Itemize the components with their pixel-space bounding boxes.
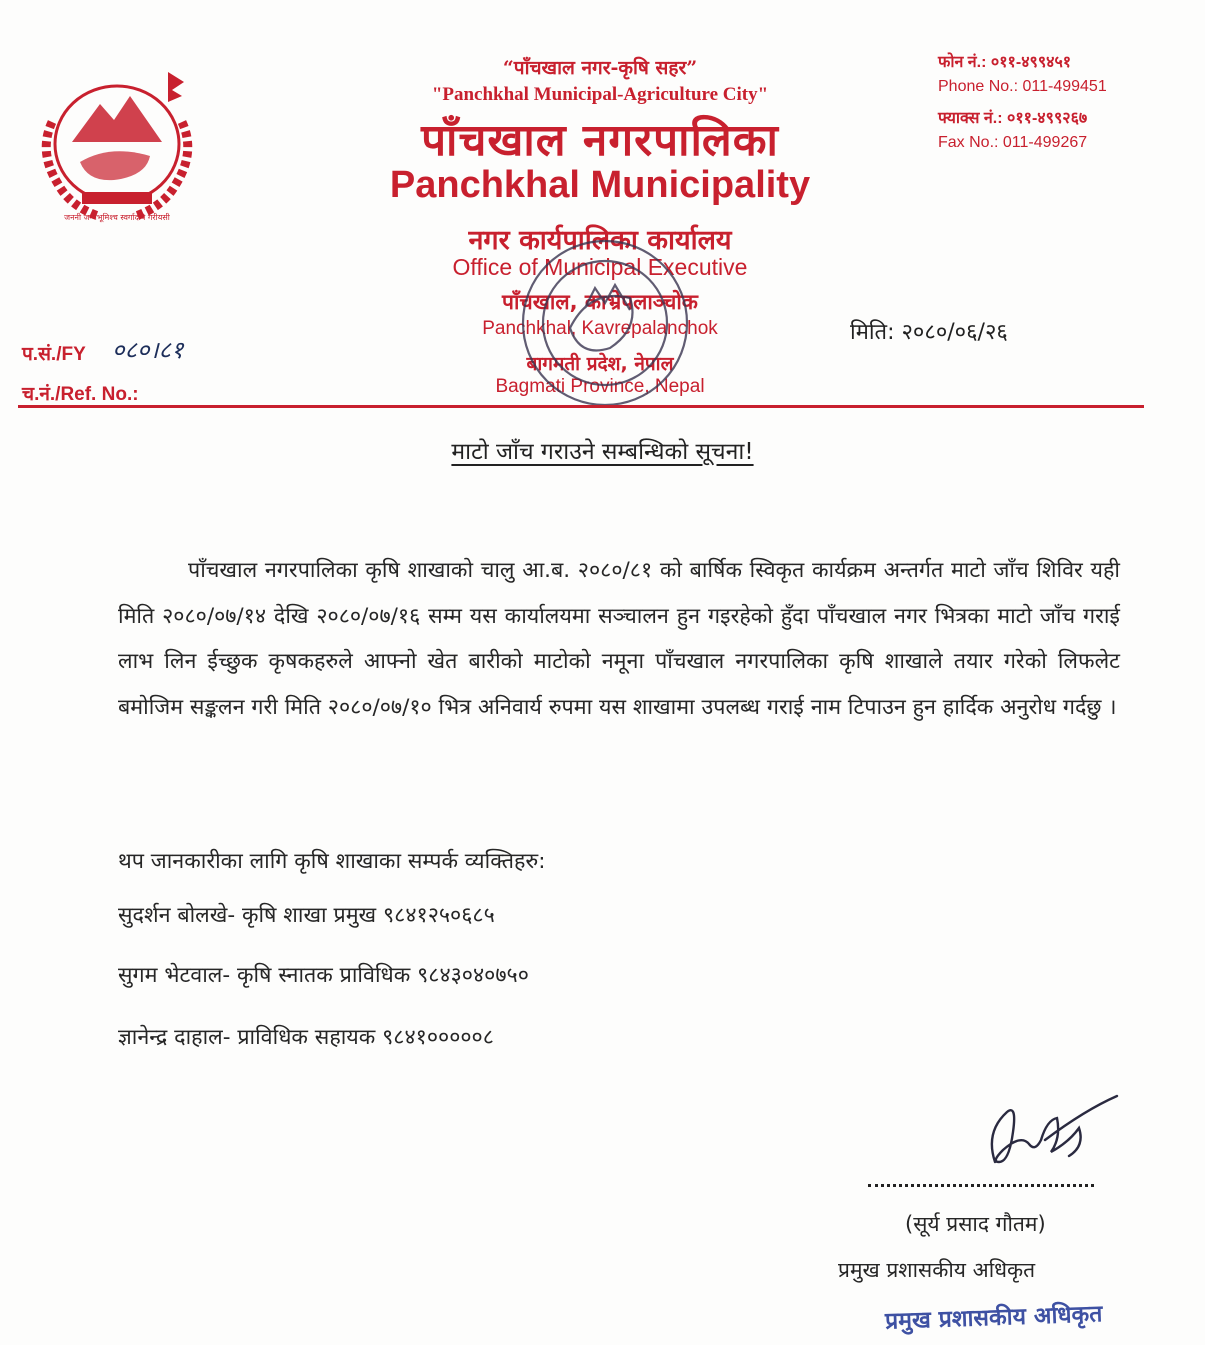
municipality-name-english: Panchkhal Municipality	[389, 164, 811, 206]
province-nepali: बागमती प्रदेश, नेपाल	[526, 353, 674, 375]
office-name-english: Office of Municipal Executive	[452, 254, 748, 280]
fiscal-year-value: ०८०।८१	[112, 336, 184, 364]
location-english: Panchkhal, Kavrepalanchok	[482, 318, 718, 339]
designation-stamp: प्रमुख प्रशासकीय अधिकृत	[884, 1301, 1103, 1335]
phone-nepali: फोन नं.: ०११-४९९४५१	[938, 54, 1072, 71]
reference-number-label: च.नं./Ref. No.:	[22, 384, 139, 405]
header-divider	[18, 405, 1144, 408]
municipality-name-nepali: पाँचखाल नगरपालिका	[421, 115, 779, 166]
notice-title	[0, 434, 1205, 466]
notice-title-text: माटो जाँच गराउने सम्बन्धिको सूचना!	[451, 439, 754, 465]
office-name-nepali: नगर कार्यपालिका कार्यालय	[468, 225, 732, 256]
province-english: Bagmati Province, Nepal	[495, 376, 705, 397]
signature-line	[868, 1184, 1094, 1187]
fiscal-year-label: प.सं./FY	[22, 344, 86, 365]
office-stamp-icon	[500, 228, 710, 418]
signature-icon	[975, 1092, 1125, 1182]
emblem-motto: जननी जन्मभूमिश्च स्वर्गादपि गरीयसी	[64, 213, 170, 222]
notice-body: पाँचखाल नगरपालिका कृषि शाखाको चालु आ.ब. २०८०/८१ को बार्षिक स्विकृत कार्यक्रम अन्तर्गत माटो जाँच शिविर यही मिति २०८०/०७/१४ देखि २०८०/०७/१६ सम्म यस कार्यालयमा सञ्चालन हुन गइरहेको हुँदा पाँचखाल नगर भित्रका माटो जाँच गराई लाभ लिन ईच्छुक कृषकहरुले आफ्नो खेत बारीको माटोको नमूना पाँचखाल नगरपालिका कृषि शाखाले तयार गरेको लिफलेट बमोजिम सङ्कलन गरी मिति २०८०/०७/१० भित्र अनिवार्य रुपमा यस शाखामा उपलब्ध गराई नाम टिपाउन हुन हार्दिक अनुरोध गर्दछु ।	[118, 558, 1120, 720]
contact-intro: थप जानकारीका लागि कृषि शाखाका सम्पर्क व्यक्तिहरु:	[118, 849, 546, 874]
contact-person: ज्ञानेन्द्र दाहाल- प्राविधिक सहायक ९८४१०००००८	[118, 1025, 494, 1050]
phone-english: Phone No.: 011-499451	[938, 78, 1107, 95]
tagline-nepali: “पाँचखाल नगर-कृषि सहर”	[502, 57, 698, 79]
letter-date: मिति: २०८०/०६/२६	[850, 320, 1008, 345]
location-nepali: पाँचखाल, काभ्रेपलाञ्चोक	[502, 290, 698, 314]
signer-title: प्रमुख प्रशासकीय अधिकृत	[838, 1258, 1036, 1282]
fax-nepali: फ्याक्स नं.: ०११-४९९२६७	[938, 110, 1088, 127]
contact-person: सुदर्शन बोलखे- कृषि शाखा प्रमुख ९८४१२५०६८५	[118, 903, 495, 928]
nepal-emblem-icon	[22, 52, 212, 232]
fax-english: Fax No.: 011-499267	[938, 134, 1088, 151]
signer-name: (सूर्य प्रसाद गौतम)	[905, 1212, 1046, 1236]
tagline-english: "Panchkhal Municipal-Agriculture City"	[431, 84, 769, 105]
contact-person: सुगम भेटवाल- कृषि स्नातक प्राविधिक ९८४३०४०७५०	[118, 963, 529, 988]
